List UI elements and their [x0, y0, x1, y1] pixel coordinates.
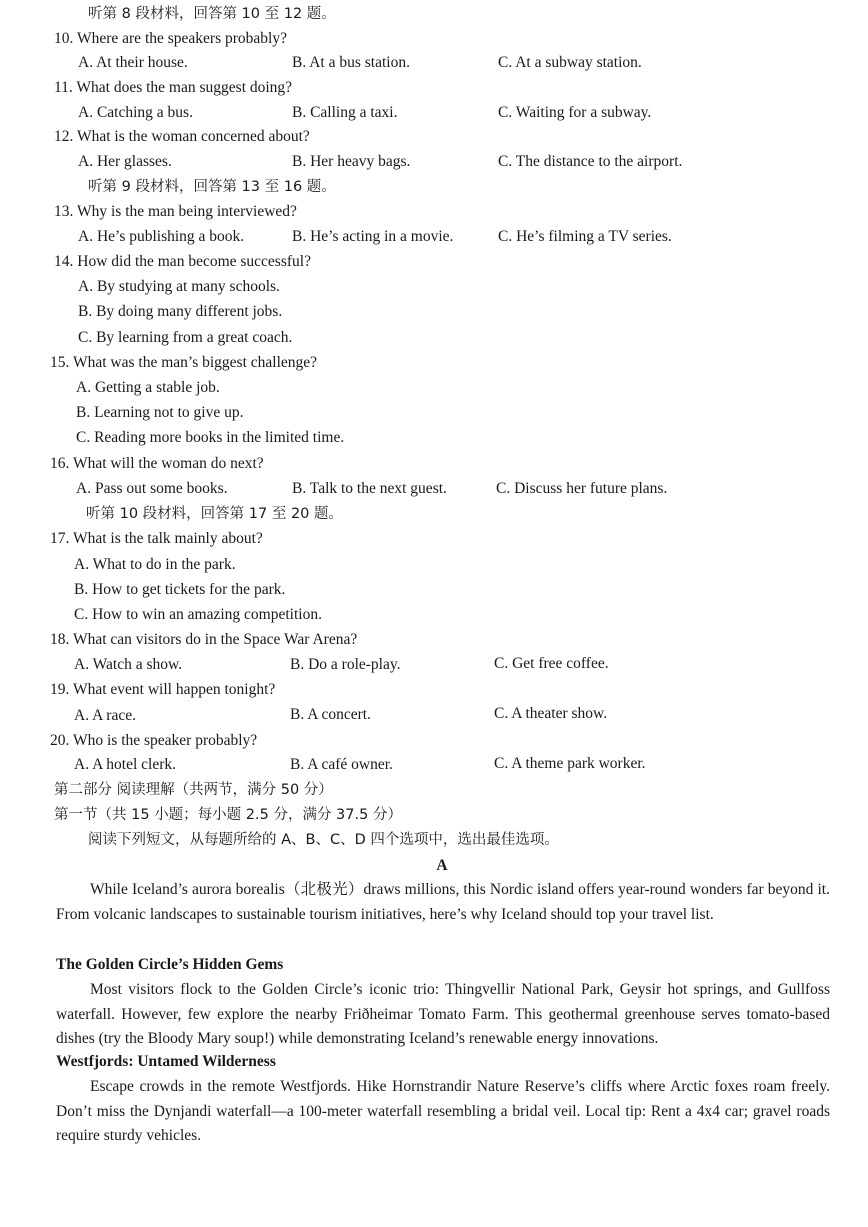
- question-15-option-a: A. Getting a stable job.: [76, 379, 220, 396]
- question-17-option-b: B. How to get tickets for the park.: [74, 581, 286, 598]
- question-18-option-c: C. Get free coffee.: [494, 655, 609, 672]
- question-16-option-b: B. Talk to the next guest.: [292, 480, 447, 497]
- reading-section-title: 第一节（共 15 小题；每小题 2.5 分，满分 37.5 分）: [54, 807, 402, 823]
- section9-intro: 听第 9 段材料，回答第 13 至 16 题。: [88, 179, 336, 195]
- question-11-stem: 11. What does the man suggest doing?: [54, 79, 293, 96]
- passage-intro: While Iceland’s aurora borealis（北极光）draws millions, this Nordic island offers year-round wonders far beyond it. From volcanic landscapes to sustainable tourism initiatives, here’s why Iceland should top your travel list.: [56, 881, 830, 923]
- question-20-option-a: A. A hotel clerk.: [74, 756, 177, 773]
- question-19-option-c: C. A theater show.: [494, 705, 608, 722]
- question-16-stem: 16. What will the woman do next?: [50, 455, 264, 472]
- question-15-option-b: B. Learning not to give up.: [76, 404, 244, 421]
- passage-westfjords: Escape crowds in the remote Westfjords. Hike Hornstrandir Nature Reserve’s cliffs where Arctic foxes roam freely. Don’t miss the Dynjandi waterfall—a 100-meter waterfall resembling a bridal veil. Local tip: Rent a 4x4 car; gravel roads require sturdy vehicles.: [56, 1078, 830, 1144]
- question-12-option-c: C. The distance to the airport.: [498, 153, 683, 170]
- question-14-stem: 14. How did the man become successful?: [54, 253, 311, 270]
- heading-westfjords: Westfjords: Untamed Wilderness: [56, 1053, 276, 1070]
- question-20-option-b: B. A café owner.: [290, 756, 393, 773]
- question-12-option-b: B. Her heavy bags.: [292, 153, 411, 170]
- question-13-stem: 13. Why is the man being interviewed?: [54, 203, 297, 220]
- section10-intro: 听第 10 段材料，回答第 17 至 20 题。: [86, 506, 344, 522]
- question-15-option-c: C. Reading more books in the limited time.: [76, 429, 345, 446]
- question-18-option-a: A. Watch a show.: [74, 656, 183, 673]
- question-14-option-b: B. By doing many different jobs.: [78, 303, 283, 320]
- question-11-option-c: C. Waiting for a subway.: [498, 104, 652, 121]
- passage-golden-circle: Most visitors flock to the Golden Circle’s iconic trio: Thingvellir National Park, Geysir hot springs, and Gullfoss waterfall. However, few explore the nearby Friðheimar Tomato Farm. This geothermal greenhouse serves tomato-based dishes (try the Bloody Mary soup!) while demonstrating Iceland’s renewable energy innovations.: [56, 981, 830, 1047]
- question-12-stem: 12. What is the woman concerned about?: [54, 128, 310, 145]
- question-16-option-c: C. Discuss her future plans.: [496, 480, 668, 497]
- heading-golden-circle: The Golden Circle’s Hidden Gems: [56, 956, 284, 973]
- question-16-option-a: A. Pass out some books.: [76, 480, 228, 497]
- question-11-option-a: A. Catching a bus.: [78, 104, 193, 121]
- question-18-option-b: B. Do a role-play.: [290, 656, 401, 673]
- question-17-option-c: C. How to win an amazing competition.: [74, 606, 322, 623]
- question-19-option-a: A. A race.: [74, 707, 136, 724]
- question-11-option-b: B. Calling a taxi.: [292, 104, 398, 121]
- question-10-option-a: A. At their house.: [78, 54, 188, 71]
- question-10-option-b: B. At a bus station.: [292, 54, 410, 71]
- question-17-option-a: A. What to do in the park.: [74, 556, 236, 573]
- question-20-stem: 20. Who is the speaker probably?: [50, 732, 258, 749]
- reading-instruction: 阅读下列短文，从每题所给的 A、B、C、D 四个选项中，选出最佳选项。: [88, 832, 559, 848]
- question-18-stem: 18. What can visitors do in the Space War Arena?: [50, 631, 358, 648]
- question-15-stem: 15. What was the man’s biggest challenge?: [50, 354, 318, 371]
- question-10-stem: 10. Where are the speakers probably?: [54, 30, 287, 47]
- question-14-option-a: A. By studying at many schools.: [78, 278, 280, 295]
- reading-part-title: 第二部分 阅读理解（共两节，满分 50 分）: [54, 782, 333, 798]
- question-12-option-a: A. Her glasses.: [78, 153, 172, 170]
- question-14-option-c: C. By learning from a great coach.: [78, 329, 293, 346]
- question-13-option-a: A. He’s publishing a book.: [78, 228, 245, 245]
- question-17-stem: 17. What is the talk mainly about?: [50, 530, 263, 547]
- question-13-option-c: C. He’s filming a TV series.: [498, 228, 672, 245]
- section8-intro: 听第 8 段材料，回答第 10 至 12 题。: [88, 6, 336, 22]
- question-10-option-c: C. At a subway station.: [498, 54, 642, 71]
- question-19-stem: 19. What event will happen tonight?: [50, 681, 276, 698]
- question-13-option-b: B. He’s acting in a movie.: [292, 228, 454, 245]
- question-20-option-c: C. A theme park worker.: [494, 755, 646, 772]
- passage-label: A: [436, 857, 448, 874]
- question-19-option-b: B. A concert.: [290, 706, 371, 723]
